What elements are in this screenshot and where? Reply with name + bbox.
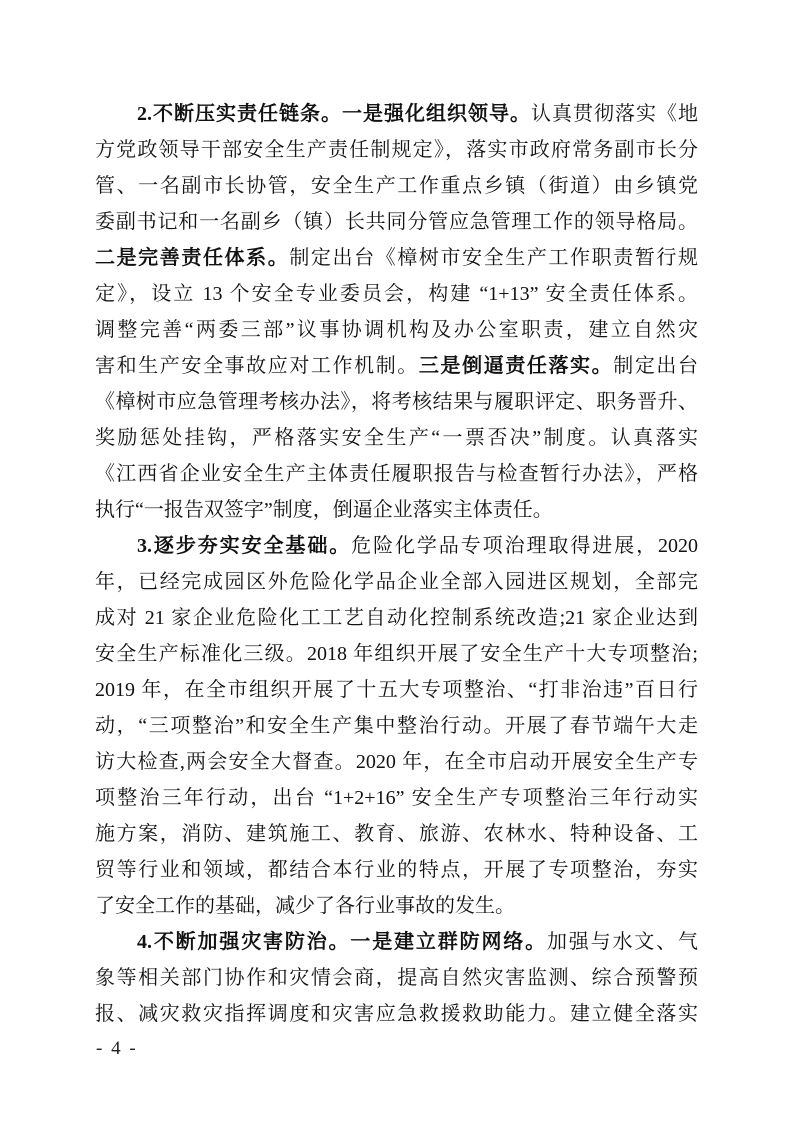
bold-text-segment: 3.逐步夯实安全基础。	[137, 535, 352, 557]
text-line	[95, 492, 698, 528]
text-line	[95, 852, 698, 888]
text-line	[95, 672, 698, 708]
text-line	[95, 528, 698, 564]
text-line	[95, 996, 698, 1032]
text-segment: 贸等行业和领域，都结合本行业的特点，开展了专项整治，夯实	[95, 859, 698, 881]
text-segment: 《樟树市应急管理考核办法》，将考核结果与履职评定、职务晋升、	[95, 391, 698, 413]
text-segment: 方党政领导干部安全生产责任制规定》，落实市政府常务副市长分	[95, 139, 698, 161]
text-segment: 制定出台《樟树市安全生产工作职责暂行规	[289, 247, 699, 269]
text-line	[95, 924, 698, 960]
text-line	[95, 312, 698, 348]
text-segment: 加强与水文、气	[546, 931, 699, 953]
text-segment: 害和生产安全事故应对工作机制。	[95, 355, 419, 377]
text-segment: 《江西省企业安全生产主体责任履职报告与检查暂行办法》，严格	[95, 463, 698, 485]
text-segment: 调整完善“两委三部”议事协调机构及办公室职责，建立自然灾	[95, 319, 698, 341]
text-line	[95, 960, 698, 996]
text-segment: 动，“三项整治”和安全生产集中整治行动。开展了春节端午大走	[95, 715, 698, 737]
bold-text-segment: 三是倒逼责任落实。	[418, 355, 614, 377]
text-line	[95, 348, 698, 384]
bold-text-segment: 2.不断压实责任链条。一是强化组织领导。	[137, 103, 531, 125]
bold-text-segment: 二是完善责任体系。	[95, 247, 290, 269]
text-segment: 安全生产标准化三级。2018 年组织开展了安全生产十大专项整治;	[95, 643, 698, 665]
text-segment: 成对 21 家企业危险化工工艺自动化控制系统改造;21 家企业达到	[95, 607, 698, 629]
text-line	[95, 204, 698, 240]
text-line	[95, 456, 698, 492]
text-segment: 认真贯彻落实《地	[531, 103, 698, 125]
text-segment: 定》，设立 13 个安全专业委员会，构建 “1+13” 安全责任体系。	[95, 283, 698, 305]
text-line	[95, 744, 698, 780]
text-line	[95, 168, 698, 204]
text-line	[95, 708, 698, 744]
text-line	[95, 132, 698, 168]
text-segment: 2019 年，在全市组织开展了十五大专项整治、“打非治违”百日行	[95, 679, 698, 701]
text-segment: 报、减灾救灾指挥调度和灾害应急救援救助能力。建立健全落实	[95, 1003, 698, 1025]
text-line	[95, 384, 698, 420]
text-segment: 项整治三年行动，出台 “1+2+16” 安全生产专项整治三年行动实	[95, 787, 698, 809]
text-line	[95, 888, 698, 924]
text-line	[95, 96, 698, 132]
text-segment: 管、一名副市长协管，安全生产工作重点乡镇（街道）由乡镇党	[95, 175, 698, 197]
text-line	[95, 564, 698, 600]
text-segment: 委副书记和一名副乡（镇）长共同分管应急管理工作的领导格局。	[95, 211, 698, 233]
text-segment: 危险化学品专项治理取得进展，2020	[351, 535, 699, 557]
text-segment: 施方案，消防、建筑施工、教育、旅游、农林水、特种设备、工	[95, 823, 698, 845]
text-line	[95, 636, 698, 672]
page-number: - 4 -	[96, 1038, 138, 1059]
text-line	[95, 600, 698, 636]
text-line	[95, 240, 698, 276]
text-line	[95, 276, 698, 312]
text-segment: 年，已经完成园区外危险化学品企业全部入园进区规划，全部完	[95, 571, 698, 593]
text-segment: 了安全工作的基础，减少了各行业事故的发生。	[95, 895, 515, 917]
text-line	[95, 780, 698, 816]
text-segment: 象等相关部门协作和灾情会商，提高自然灾害监测、综合预警预	[95, 967, 698, 989]
text-segment: 执行“一报告双签字”制度，倒逼企业落实主体责任。	[95, 499, 553, 521]
document-body	[95, 96, 698, 1032]
text-segment: 奖励惩处挂钩，严格落实安全生产“一票否决”制度。认真落实	[95, 427, 698, 449]
text-line	[95, 420, 698, 456]
text-segment: 制定出台	[613, 355, 699, 377]
bold-text-segment: 4.不断加强灾害防治。一是建立群防网络。	[137, 931, 547, 953]
text-line	[95, 816, 698, 852]
text-segment: 访大检查,两会安全大督查。2020 年，在全市启动开展安全生产专	[95, 751, 698, 773]
